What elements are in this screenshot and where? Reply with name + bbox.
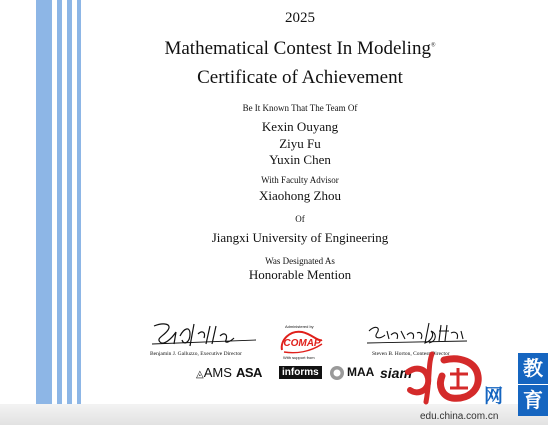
decor-stripe (77, 0, 81, 404)
advisor-label: With Faculty Advisor (261, 175, 339, 185)
administered-label: Administered by (285, 324, 314, 329)
certificate-subtitle: Certificate of Achievement (197, 67, 403, 88)
support-label: With support from (283, 355, 315, 360)
team-member: Ziyu Fu (279, 136, 321, 151)
university-name: Jiangxi University of Engineering (211, 230, 389, 245)
designated-label: Was Designated As (265, 256, 335, 266)
known-label: Be It Known That The Team Of (242, 103, 358, 113)
registered-mark: ® (430, 42, 436, 49)
contest-title (95, 38, 505, 60)
of-label: Of (295, 214, 305, 224)
decor-stripe (67, 0, 72, 404)
contest-year: 2025 (285, 10, 315, 26)
ams-logo-mark: ◬ (196, 369, 204, 380)
decor-stripe (57, 0, 62, 404)
watermark-url: edu.china.com.cn (420, 411, 499, 422)
comap-logo (278, 328, 326, 354)
maa-logo: MAA (347, 365, 375, 379)
asa-logo: ASA (236, 365, 262, 380)
decor-stripe (36, 0, 52, 404)
director-signature (150, 320, 258, 348)
advisor-name: Xiaohong Zhou (259, 188, 341, 203)
director-caption: Benjamin J. Galluzzo, Executive Director (150, 351, 242, 357)
watermark-wang: 网 (484, 385, 504, 407)
contest-director-signature (365, 321, 469, 348)
contest-director-caption: Steven B. Horton, Contest Director (372, 351, 450, 357)
award-name: Honorable Mention (248, 267, 352, 282)
watermark-yu: 育 (518, 385, 548, 416)
china-logo-icon (398, 350, 488, 406)
team-member: Kexin Ouyang (261, 119, 339, 134)
ams-logo-text: AMS (203, 365, 232, 380)
siam-logo: siam (380, 365, 412, 381)
maa-emblem-icon (328, 365, 346, 381)
ams-logo (196, 365, 232, 380)
contest-title-text: Mathematical Contest In Modeling (164, 38, 431, 59)
watermark-jiao: 教 (518, 353, 548, 384)
informs-logo: informs (279, 366, 322, 379)
team-member: Yuxin Chen (269, 152, 331, 167)
comap-logo-text: COMAP (283, 338, 321, 349)
